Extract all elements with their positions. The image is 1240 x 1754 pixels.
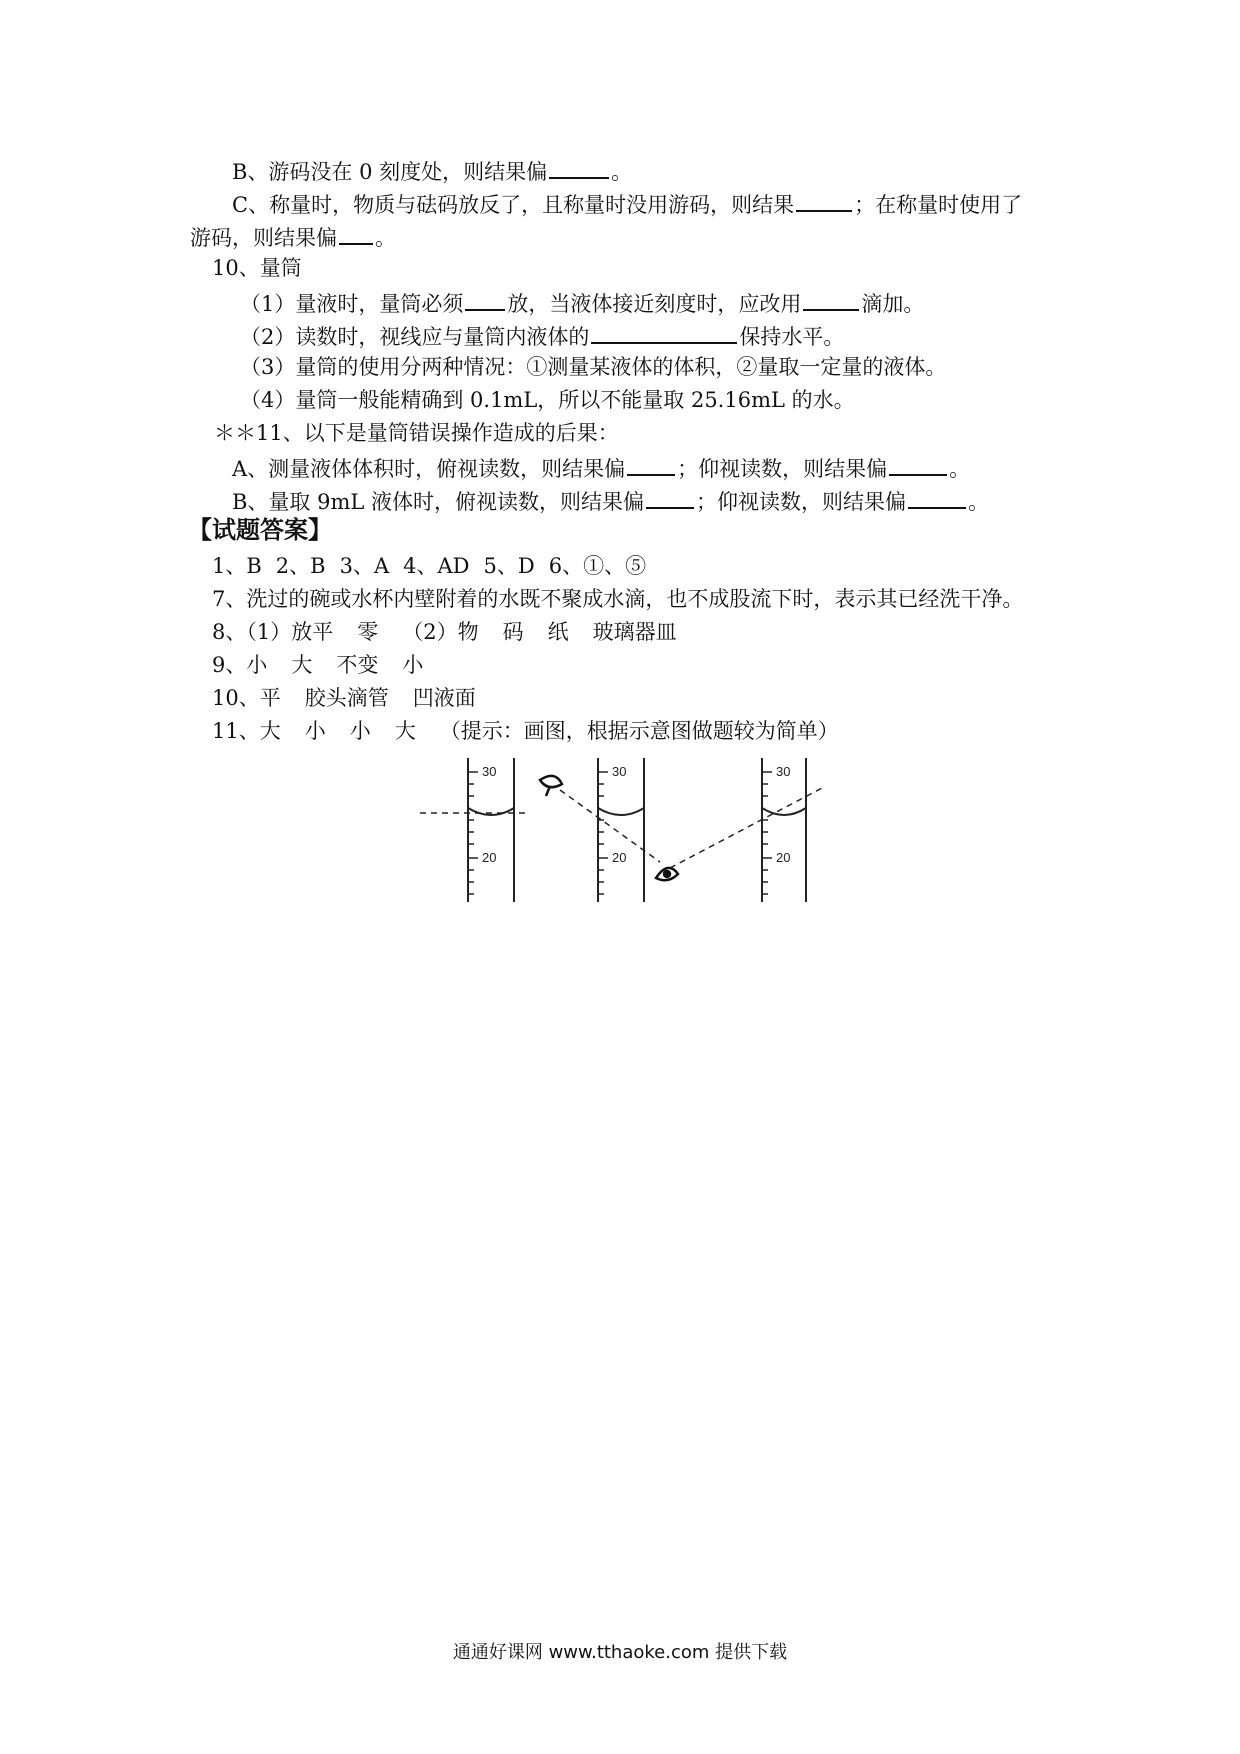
answer-8: 8、（1）放平 零 （2）物 码 纸 玻璃器皿 bbox=[212, 620, 677, 644]
cylinder-top-view bbox=[560, 758, 660, 902]
cylinder-level bbox=[420, 758, 526, 902]
line-10-3: （3）量筒的使用分两种情况：①测量某液体的体积，②量取一定量的液体。 bbox=[240, 355, 947, 379]
line-11-b: B、量取 9mL 液体时，俯视读数，则结果偏 ；仰视读数，则结果偏 。 bbox=[232, 485, 989, 516]
eye-icon bbox=[540, 776, 562, 796]
line-10-2: （2）读数时，视线应与量筒内液体的 保持水平。 bbox=[240, 320, 844, 351]
line-10-4: （4）量筒一般能精确到 0.1mL，所以不能量取 25.16mL 的水。 bbox=[240, 388, 855, 412]
line-b-cursor: B、游码没在 0 刻度处，则结果偏 。 bbox=[232, 155, 632, 186]
answer-11: 11、大 小 小 大 （提示：画图，根据示意图做题较为简单） bbox=[212, 719, 839, 743]
section-11-title: ＊＊11、以下是量筒错误操作造成的后果： bbox=[214, 421, 619, 445]
answers-heading: 【试题答案】 bbox=[188, 516, 332, 544]
line-11-a: A、测量液体体积时，俯视读数，则结果偏 ；仰视读数，则结果偏 。 bbox=[232, 452, 970, 483]
line-10-1: （1）量液时，量筒必须 放，当液体接近刻度时，应改用 滴加。 bbox=[240, 287, 924, 318]
section-10-title: 10、量筒 bbox=[212, 256, 302, 280]
answer-blank[interactable] bbox=[889, 452, 947, 476]
answer-9: 9、小 大 不变 小 bbox=[212, 653, 424, 677]
tick-label-20: 20 bbox=[482, 850, 497, 865]
line-c-reversed: C、称量时，物质与砝码放反了，且称量时没用游码，则结果 ；在称量时使用了 bbox=[232, 188, 1022, 219]
eye-icon bbox=[656, 868, 678, 880]
line-c-cont: 游码，则结果偏 。 bbox=[190, 221, 396, 252]
page-footer: 通通好课网 www.tthaoke.com 提供下载 bbox=[452, 1642, 788, 1663]
cylinder-reading-diagram bbox=[410, 750, 850, 910]
answer-blank[interactable] bbox=[591, 320, 737, 344]
answer-blank[interactable] bbox=[339, 221, 373, 245]
answer-blank[interactable] bbox=[549, 155, 609, 179]
tick-label-30: 30 bbox=[482, 764, 497, 779]
answer-blank[interactable] bbox=[803, 287, 859, 311]
answer-blank[interactable] bbox=[908, 485, 966, 509]
tick-label-20: 20 bbox=[612, 850, 627, 865]
answer-10: 10、平 胶头滴管 凹液面 bbox=[212, 686, 476, 710]
answer-blank[interactable] bbox=[796, 188, 852, 212]
tick-label-30: 30 bbox=[612, 764, 627, 779]
answer-7: 7、洗过的碗或水杯内壁附着的水既不聚成水滴，也不成股流下时，表示其已经洗干净。 bbox=[212, 587, 1024, 611]
answer-blank[interactable] bbox=[465, 287, 505, 311]
tick-label-30: 30 bbox=[776, 764, 791, 779]
cylinder-bottom-view bbox=[670, 758, 822, 902]
answer-blank[interactable] bbox=[646, 485, 694, 509]
tick-label-20: 20 bbox=[776, 850, 791, 865]
answer-blank[interactable] bbox=[627, 452, 675, 476]
answers-1-6: 1、B 2、B 3、A 4、AD 5、D 6、①、⑤ bbox=[212, 554, 647, 578]
